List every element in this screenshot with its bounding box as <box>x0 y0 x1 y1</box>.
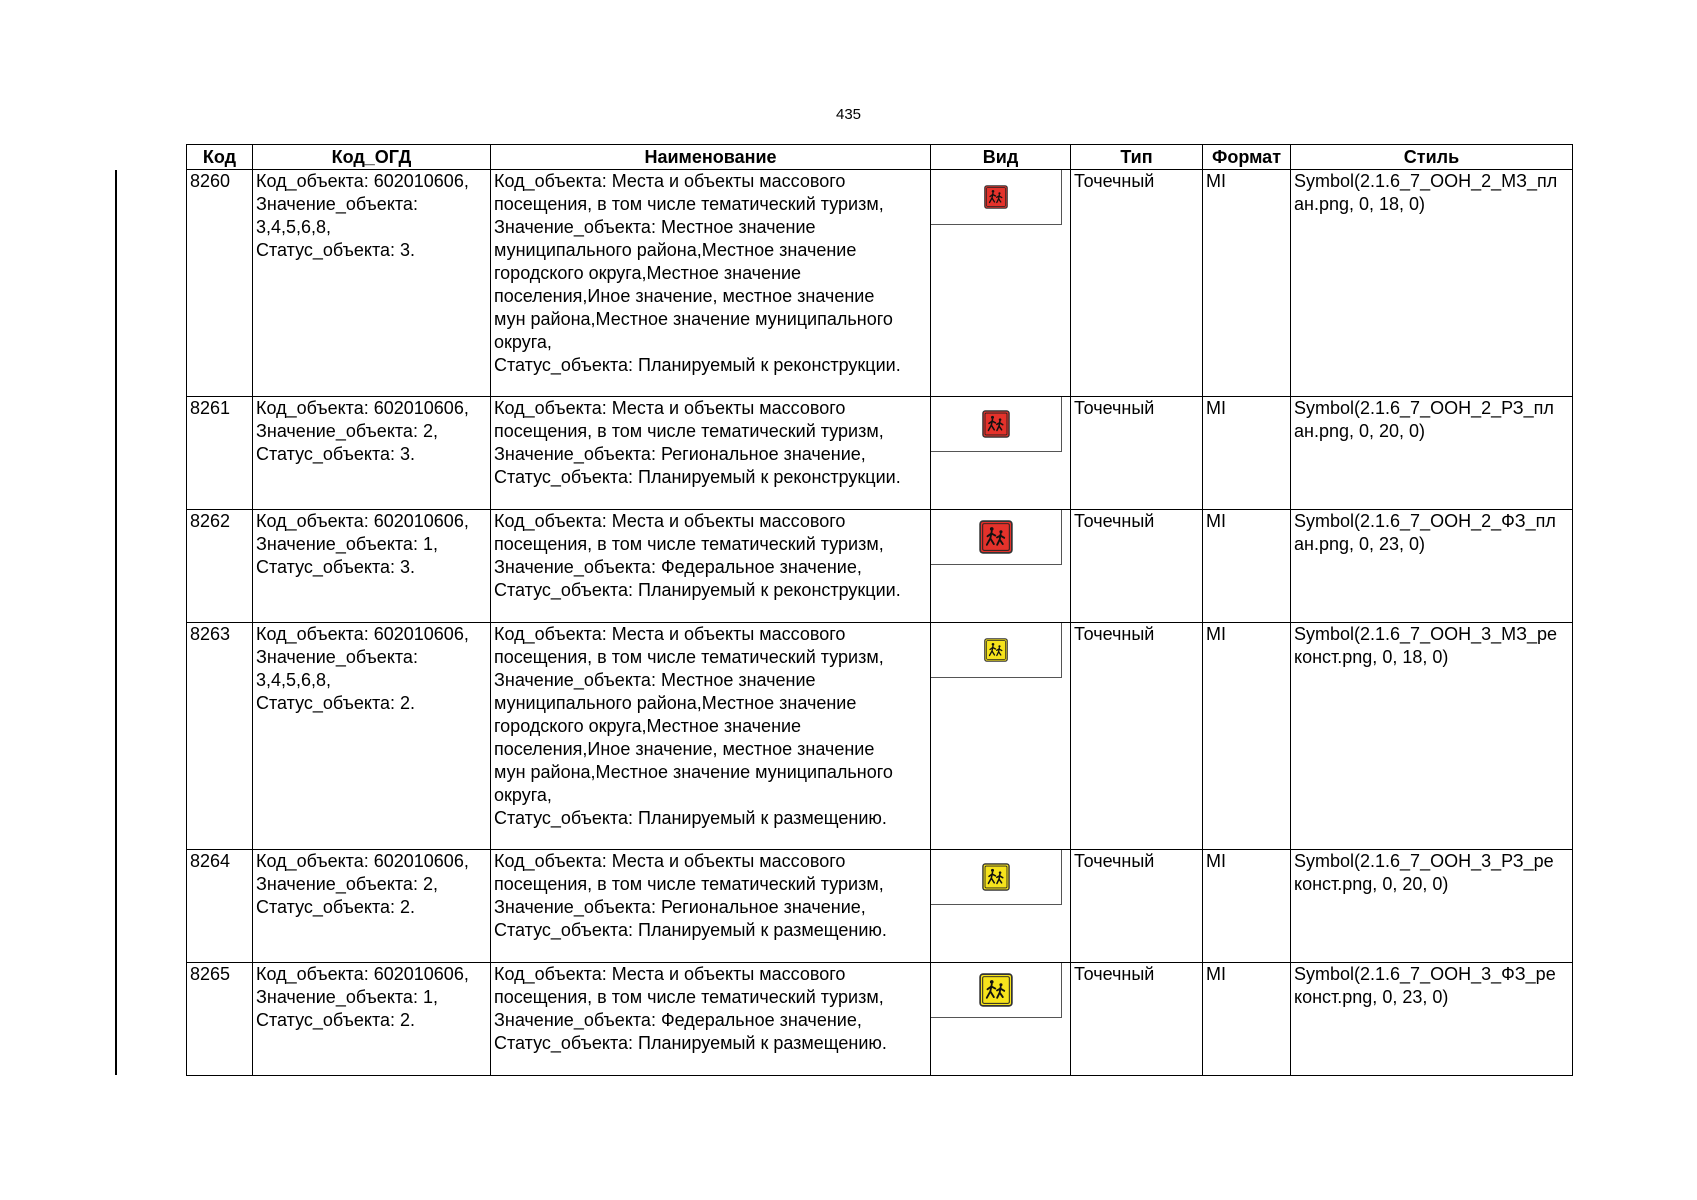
table-row <box>187 623 1573 850</box>
cell-format: MI <box>1203 510 1291 623</box>
red-tourism-symbol-icon <box>979 520 1013 554</box>
cell-code: 8263 <box>187 623 253 850</box>
cell-name: Код_объекта: Места и объекты массового посещения, в том числе тематический туризм, Значение_объекта: Региональное значение, Статус_объекта: Планируемый к реконструкции. <box>491 397 931 510</box>
cell-format: MI <box>1203 170 1291 397</box>
cell-ogd: Код_объекта: 602010606, Значение_объекта: 2, Статус_объекта: 3. <box>253 397 491 510</box>
cell-view <box>931 397 1071 510</box>
cell-ogd: Код_объекта: 602010606, Значение_объекта: 3,4,5,6,8, Статус_объекта: 3. <box>253 170 491 397</box>
cell-name: Код_объекта: Места и объекты массового посещения, в том числе тематический туризм, Значение_объекта: Региональное значение, Статус_объекта: Планируемый к размещению. <box>491 850 931 963</box>
cell-style: Symbol(2.1.6_7_ООН_2_МЗ_пл ан.png, 0, 18, 0) <box>1291 170 1573 397</box>
cell-style: Symbol(2.1.6_7_ООН_3_МЗ_ре конст.png, 0, 18, 0) <box>1291 623 1573 850</box>
symbol-frame <box>931 510 1062 565</box>
symbol-frame <box>931 850 1062 905</box>
symbol-frame <box>931 170 1062 225</box>
table-row <box>187 963 1573 1076</box>
cell-type: Точечный <box>1071 963 1203 1076</box>
margin-line <box>115 170 117 1075</box>
yellow-tourism-symbol-icon <box>979 973 1013 1007</box>
cell-name: Код_объекта: Места и объекты массового посещения, в том числе тематический туризм, Значение_объекта: Федеральное значение, Статус_объекта: Планируемый к размещению. <box>491 963 931 1076</box>
red-tourism-symbol-icon <box>982 410 1010 438</box>
cell-ogd: Код_объекта: 602010606, Значение_объекта: 1, Статус_объекта: 2. <box>253 963 491 1076</box>
header-view: Вид <box>931 145 1071 170</box>
cell-name: Код_объекта: Места и объекты массового посещения, в том числе тематический туризм, Значение_объекта: Местное значение муниципального района,Местное значение городского округа,Местное значение поселения,Иное значение, местное значение мун района,Местное значение муниципального округа, Статус_объекта: Планируемый к размещению. <box>491 623 931 850</box>
cell-code: 8261 <box>187 397 253 510</box>
cell-type: Точечный <box>1071 850 1203 963</box>
cell-type: Точечный <box>1071 170 1203 397</box>
cell-ogd: Код_объекта: 602010606, Значение_объекта: 2, Статус_объекта: 2. <box>253 850 491 963</box>
header-type: Тип <box>1071 145 1203 170</box>
cell-view <box>931 170 1071 397</box>
cell-code: 8262 <box>187 510 253 623</box>
symbol-frame <box>931 963 1062 1018</box>
cell-view <box>931 623 1071 850</box>
cell-type: Точечный <box>1071 397 1203 510</box>
cell-format: MI <box>1203 963 1291 1076</box>
cell-style: Symbol(2.1.6_7_ООН_2_РЗ_пл ан.png, 0, 20, 0) <box>1291 397 1573 510</box>
cell-name: Код_объекта: Места и объекты массового посещения, в том числе тематический туризм, Значение_объекта: Федеральное значение, Статус_объекта: Планируемый к реконструкции. <box>491 510 931 623</box>
cell-style: Symbol(2.1.6_7_ООН_3_ФЗ_ре конст.png, 0, 23, 0) <box>1291 963 1573 1076</box>
header-name: Наименование <box>491 145 931 170</box>
cell-style: Symbol(2.1.6_7_ООН_3_РЗ_ре конст.png, 0, 20, 0) <box>1291 850 1573 963</box>
cell-format: MI <box>1203 850 1291 963</box>
table-row <box>187 170 1573 397</box>
cell-code: 8265 <box>187 963 253 1076</box>
cell-type: Точечный <box>1071 510 1203 623</box>
cell-view <box>931 850 1071 963</box>
yellow-tourism-symbol-icon <box>982 863 1010 891</box>
cell-ogd: Код_объекта: 602010606, Значение_объекта: 1, Статус_объекта: 3. <box>253 510 491 623</box>
header-code: Код <box>187 145 253 170</box>
red-tourism-symbol-icon <box>984 185 1008 209</box>
table-row <box>187 850 1573 963</box>
header-format: Формат <box>1203 145 1291 170</box>
cell-code: 8264 <box>187 850 253 963</box>
header-style: Стиль <box>1291 145 1573 170</box>
cell-view <box>931 510 1071 623</box>
cell-view <box>931 963 1071 1076</box>
header-ogd: Код_ОГД <box>253 145 491 170</box>
table-row <box>187 510 1573 623</box>
symbol-frame <box>931 623 1062 678</box>
cell-type: Точечный <box>1071 623 1203 850</box>
page-number: 435 <box>835 106 862 123</box>
yellow-tourism-symbol-icon <box>984 638 1008 662</box>
cell-code: 8260 <box>187 170 253 397</box>
cell-format: MI <box>1203 397 1291 510</box>
cell-name: Код_объекта: Места и объекты массового посещения, в том числе тематический туризм, Значение_объекта: Местное значение муниципального района,Местное значение городского округа,Местное значение поселения,Иное значение, местное значение мун района,Местное значение муниципального округа, Статус_объекта: Планируемый к реконструкции. <box>491 170 931 397</box>
table-header-row <box>187 145 1573 170</box>
symbol-table <box>186 144 1573 1076</box>
cell-style: Symbol(2.1.6_7_ООН_2_ФЗ_пл ан.png, 0, 23, 0) <box>1291 510 1573 623</box>
cell-ogd: Код_объекта: 602010606, Значение_объекта: 3,4,5,6,8, Статус_объекта: 2. <box>253 623 491 850</box>
symbol-frame <box>931 397 1062 452</box>
table-row <box>187 397 1573 510</box>
cell-format: MI <box>1203 623 1291 850</box>
